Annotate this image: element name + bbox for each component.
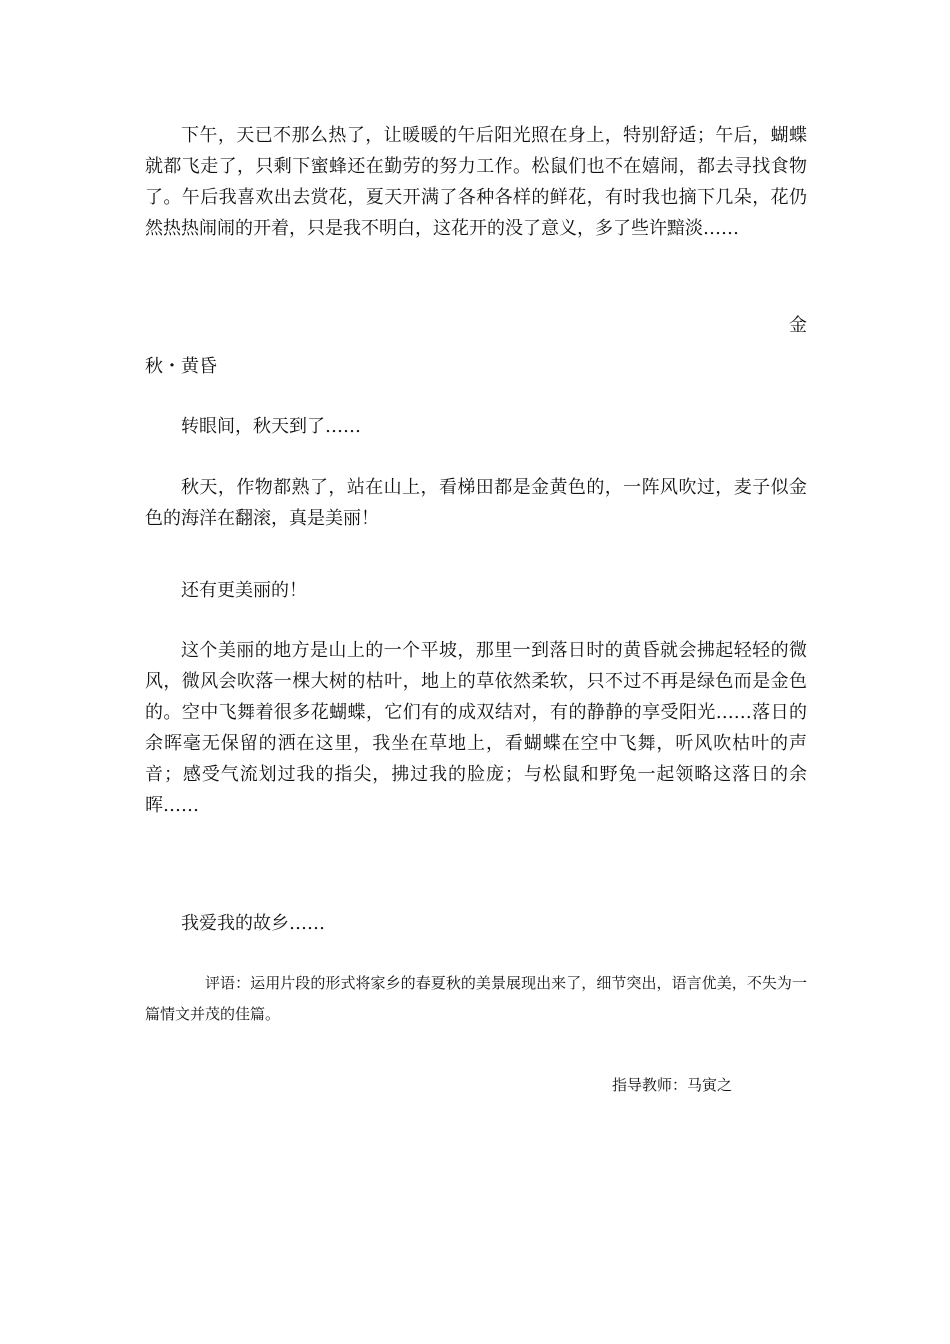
paragraph-slope: 这个美丽的地方是山上的一个平坡，那里一到落日时的黄昏就会拂起轻轻的微风，微风会吹落一棵大树的枯叶，地上的草依然柔软，只不过不再是绿色而是金色的。空中飞舞着很多花蝴蝶，它们有的成双结对，有的静静的享受阳光……落日的余晖毫无保留的洒在这里，我坐在草地上，看蝴蝶在空中飞舞，听风吹枯叶的声音；感受气流划过我的指尖，拂过我的脸庞；与松鼠和野兔一起领略这落日的余晖…… (145, 640, 807, 816)
teacher-signature: 指导教师：马寅之 (612, 1076, 733, 1094)
paragraph-love-hometown: 我爱我的故乡…… (181, 913, 325, 934)
section-heading: 秋・黄昏 (145, 356, 217, 377)
paragraph-more-beautiful: 还有更美丽的！ (181, 580, 307, 601)
teacher-comment: 评语：运用片段的形式将家乡的春夏秋的美景展现出来了，细节突出，语言优美，不失为一篇情文并茂的佳篇。 (145, 974, 807, 1023)
paragraph-autumn-arrived: 转眼间，秋天到了…… (181, 416, 361, 437)
section-heading-first-char: 金 (789, 315, 807, 336)
paragraph-autumn-fields: 秋天，作物都熟了，站在山上，看梯田都是金黄色的，一阵风吹过，麦子似金色的海洋在翻滚，真是美丽！ (145, 477, 807, 529)
paragraph-afternoon: 下午，天已不那么热了，让暖暖的午后阳光照在身上，特别舒适；午后，蝴蝶就都飞走了，只剩下蜜蜂还在勤劳的努力工作。松鼠们也不在嬉闹，都去寻找食物了。午后我喜欢出去赏花，夏天开满了各种各样的鲜花，有时我也摘下几朵，花仍然热热闹闹的开着，只是我不明白，这花开的没了意义，多了些许黯淡…… (145, 125, 807, 239)
